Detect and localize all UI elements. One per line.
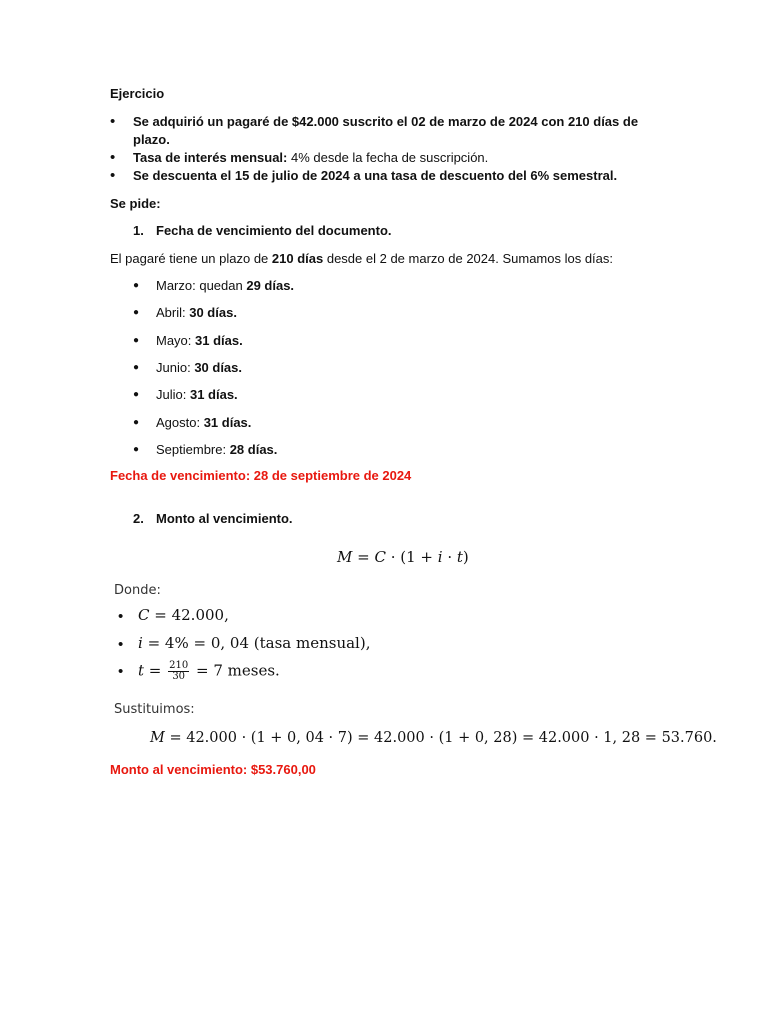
list-item-month — [156, 386, 238, 404]
var-i: i — [138, 634, 143, 652]
var-c: C — [138, 606, 150, 624]
sustituimos-label: Sustituimos: — [114, 702, 195, 717]
formula-dot: · — [442, 548, 457, 566]
substitution-rest: = 42.000 · (1 + 0, 04 · 7) = 42.000 · (1 + 0, 28) = 42.000 · 1, 28 = 53.760. — [164, 730, 717, 746]
intro-pre: El pagaré tiene un plazo de — [110, 251, 272, 266]
question-1-text: Fecha de vencimiento del documento. — [156, 223, 392, 238]
bullet-icon: • — [118, 636, 124, 653]
result-due-date: Fecha de vencimiento: 28 de septiembre de 2024 — [110, 468, 412, 483]
intro-item-1-continuation: plazo. — [133, 132, 170, 147]
intro-item-3: Se descuenta el 15 de julio de 2024 a una tasa de descuento del 6% semestral. — [133, 168, 618, 183]
substitution-formula — [150, 730, 717, 746]
month-days: 31 días. — [195, 333, 243, 348]
list-item-month — [156, 359, 242, 377]
month-days: 31 días. — [189, 387, 238, 402]
bullet-icon: ● — [133, 444, 140, 455]
exercise-title: Ejercicio — [110, 86, 165, 101]
month-days: 28 días. — [229, 442, 278, 457]
var-t-value: = 7 meses. — [191, 661, 280, 680]
var-t-eq: = — [144, 661, 167, 680]
intro-post: desde el 2 de marzo de 2024. Sumamos los días: — [323, 251, 614, 266]
question-2-number: 2. — [133, 511, 144, 526]
month-days: 31 días. — [203, 415, 252, 430]
formula-open: (1 + — [400, 548, 438, 566]
bullet-icon: ● — [133, 280, 140, 291]
formula-eq: = — [352, 548, 375, 566]
bullet-icon: • — [110, 167, 116, 184]
bullet-icon: ● — [133, 307, 140, 318]
intro-item-2-label: Tasa de interés mensual: — [133, 150, 288, 165]
month-label: Septiembre: — [156, 442, 230, 457]
month-label: Julio: — [156, 387, 190, 402]
formula-var-m: M — [337, 548, 353, 566]
fraction — [168, 661, 189, 682]
intro-item-2-text: 4% desde la fecha de suscripción. — [287, 150, 489, 165]
donde-label: Donde: — [114, 583, 161, 598]
bullet-icon: • — [118, 608, 124, 625]
list-item-month — [156, 277, 294, 295]
bullet-icon: • — [110, 113, 116, 130]
bullet-icon: • — [110, 149, 116, 166]
month-label: Agosto: — [156, 415, 204, 430]
fraction-numerator: 210 — [169, 660, 189, 671]
bullet-icon: ● — [133, 417, 140, 428]
result-maturity-amount: Monto al vencimiento: $53.760,00 — [110, 762, 316, 777]
month-label: Abril: — [156, 305, 190, 320]
question-1-number: 1. — [133, 223, 144, 238]
month-days: 29 días. — [246, 278, 295, 293]
var-t-line — [138, 661, 280, 682]
list-item-month — [156, 304, 237, 322]
intro-item-1: Se adquirió un pagaré de $42.000 suscrito el 02 de marzo de 2024 con 210 días de — [133, 114, 639, 129]
formula-close: ) — [462, 548, 469, 566]
formula-var-c: C — [374, 548, 386, 566]
list-item-month — [156, 441, 277, 459]
month-label: Mayo: — [156, 333, 196, 348]
bullet-icon: ● — [133, 362, 140, 373]
var-c-line — [138, 606, 229, 624]
intro-bold-days: 210 días — [271, 251, 324, 266]
bullet-icon: • — [118, 663, 124, 680]
question-2-text: Monto al vencimiento. — [156, 511, 293, 526]
month-label: Junio: — [156, 360, 195, 375]
question-1-intro — [110, 250, 613, 268]
se-pide-heading: Se pide: — [110, 196, 161, 211]
month-days: 30 días. — [189, 305, 237, 320]
var-c-value: = 42.000, — [149, 606, 229, 624]
month-days: 30 días. — [194, 360, 243, 375]
substitution-var-m: M — [150, 730, 165, 746]
intro-item-2 — [133, 149, 488, 167]
formula-var-i: i — [437, 548, 443, 566]
bullet-icon: ● — [133, 335, 140, 346]
list-item-month — [156, 414, 251, 432]
formula-var-t: t — [456, 548, 463, 566]
fraction-denominator: 30 — [172, 671, 186, 682]
var-t: t — [138, 661, 145, 680]
month-label: Marzo: quedan — [156, 278, 247, 293]
bullet-icon: ● — [133, 389, 140, 400]
formula-dot: · — [385, 548, 401, 566]
var-i-line — [138, 634, 370, 652]
formula-main — [337, 548, 469, 566]
var-i-value: = 4% = 0, 04 (tasa mensual), — [142, 634, 371, 652]
list-item-month — [156, 332, 243, 350]
